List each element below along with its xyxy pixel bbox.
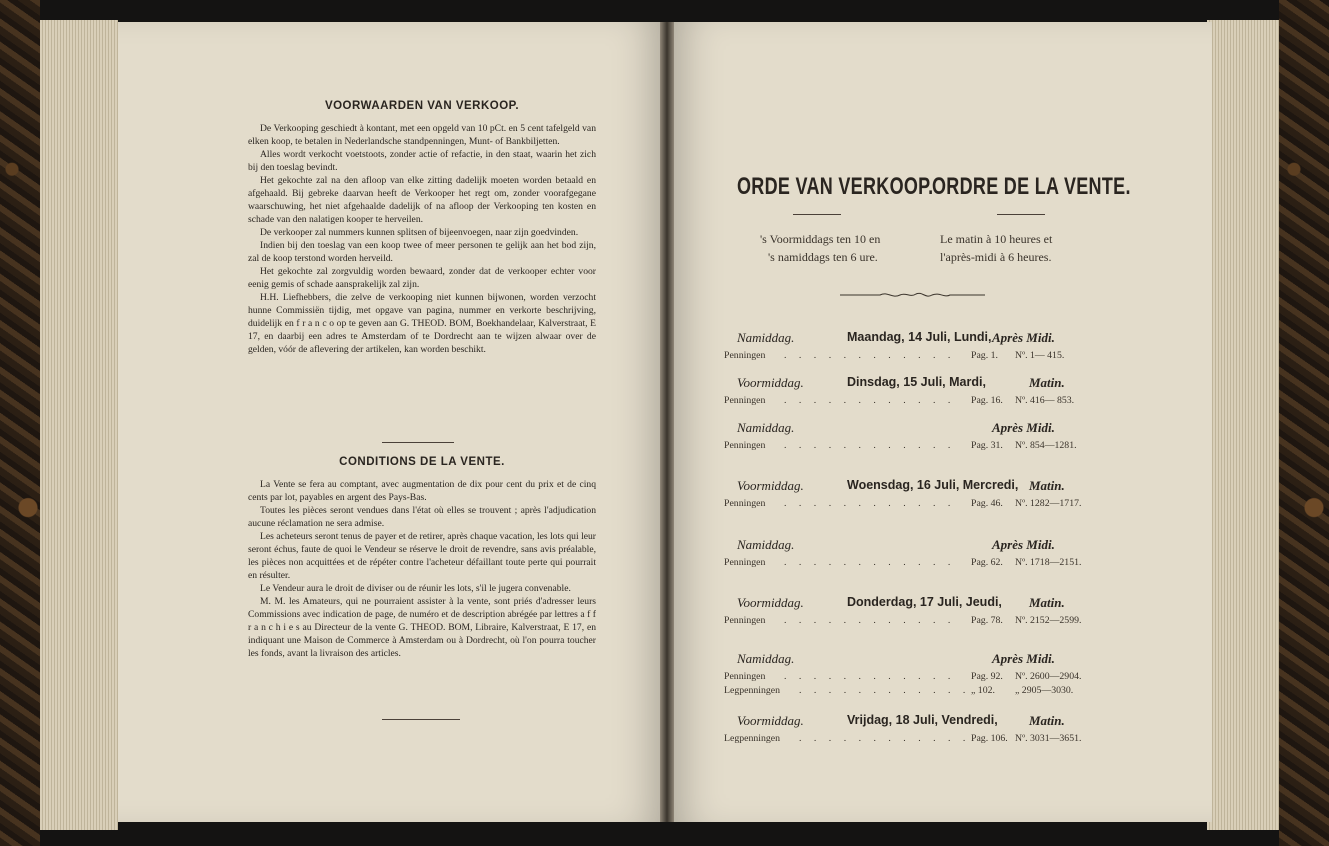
- session-time-fr: Après Midi.: [992, 651, 1055, 666]
- session-time-nl: Voormiddag.: [737, 595, 804, 610]
- page-reference: Pag. 62.: [971, 557, 1003, 568]
- session-time-nl: Voormiddag.: [737, 713, 804, 728]
- session-time-nl: Namiddag.: [737, 330, 795, 345]
- leader-dots: . . . . . . . . . . . .: [784, 498, 956, 509]
- divider: [382, 442, 454, 443]
- schedule-line: [724, 671, 1082, 682]
- conditions-title: CONDITIONS DE LA VENTE.: [339, 456, 505, 468]
- session-time-fr: Après Midi.: [992, 420, 1055, 435]
- session-time-fr: Matin.: [1029, 713, 1065, 728]
- session-date: Dinsdag, 15 Juli, Mardi,: [847, 375, 986, 389]
- leader-dots: . . . . . . . . . . . .: [784, 671, 956, 682]
- divider-bottom: [382, 719, 460, 720]
- lot-range: Nº. 416— 853.: [1015, 395, 1075, 406]
- leader-dots: . . . . . . . . . . . .: [799, 685, 971, 696]
- voorwaarden-title: VOORWAARDEN VAN VERKOOP.: [324, 100, 520, 112]
- paragraph: M. M. les Amateurs, qui ne pourraient assister à la vente, sont priés d'adresser leurs Commissions avec indication de page, de numéro et de description abrégée par lettres a f f r a n c h i e s au Directeur de la vente G. THEOD. BOM, Libraire, Kalverstraat, E 17, en indiquant une Maison de Commerce à Amsterdam ou à Dordrecht, où l'on pourra toucher les fonds, avant la livraison des articles.: [248, 596, 596, 659]
- lot-range: Nº. 854—1281.: [1015, 440, 1077, 451]
- page-reference: Pag. 31.: [971, 440, 1003, 451]
- title-orde-van-verkoop: ORDE VAN VERKOOP.: [737, 172, 934, 200]
- lot-type: Penningen: [724, 557, 766, 568]
- title-rule-right: [997, 214, 1045, 215]
- leader-dots: . . . . . . . . . . . .: [784, 350, 956, 361]
- lot-type: Penningen: [724, 498, 766, 509]
- lot-type: Penningen: [724, 615, 766, 626]
- page-reference: „ 102.: [971, 685, 995, 696]
- page-reference: Pag. 46.: [971, 498, 1003, 509]
- paragraph: De Verkooping geschiedt à kontant, met een opgeld van 10 pCt. en 5 cent tafelgeld van elken koop, te betalen in Nederlandsche standpenningen, Munt- of Bankbiljetten.: [248, 123, 596, 147]
- session-date: Maandag, 14 Juli, Lundi,: [847, 330, 992, 344]
- schedule-line: [724, 685, 1074, 696]
- leader-dots: . . . . . . . . . . . .: [784, 395, 956, 406]
- lot-range: Nº. 1282—1717.: [1015, 498, 1082, 509]
- lot-type: Penningen: [724, 395, 766, 406]
- leader-dots: . . . . . . . . . . . .: [784, 615, 956, 626]
- lot-range: Nº. 1— 415.: [1015, 350, 1065, 361]
- session-time-fr: Après Midi.: [992, 537, 1055, 552]
- paragraph: Het gekochte zal na den afloop van elke zitting dadelijk moeten worden betaald en afgehaald. Bij gebreke daarvan heeft de Verkooper het regt om, zonder voorafgegane waarschuwing, het niet afgehaalde dadelijk of na afloop der Verkooping ten kosten en schade van den nalatigen kooper te herveilen.: [248, 175, 596, 225]
- session-time-nl: Namiddag.: [737, 651, 795, 666]
- session-time-nl: Namiddag.: [737, 537, 795, 552]
- conditions-text: [248, 478, 596, 660]
- page-reference: Pag. 78.: [971, 615, 1003, 626]
- session-time-fr: Matin.: [1029, 478, 1065, 493]
- schedule-line: [724, 498, 1082, 509]
- schedule-line: [724, 615, 1082, 626]
- book-cover-left: [0, 0, 40, 846]
- ornament-flourish: [840, 290, 985, 300]
- lot-range: Nº. 2600—2904.: [1015, 671, 1082, 682]
- session-time-nl: Voormiddag.: [737, 375, 804, 390]
- paragraph: Les acheteurs seront tenus de payer et de retirer, après chaque vacation, les lots qui leur seront échus, faute de quoi le Vendeur se réserve le droit de revendre, sans avis préalable, les pièces non acquittées et de répéter contre l'acheteur défaillant toute perte qui pourrait en résulter.: [248, 531, 596, 581]
- lot-type: Penningen: [724, 671, 766, 682]
- title-rule-left: [793, 214, 841, 215]
- lot-range: „ 2905—3030.: [1015, 685, 1074, 696]
- page-reference: Pag. 92.: [971, 671, 1003, 682]
- paragraph: Indien bij den toeslag van een koop twee of meer personen te gelijk aan het bod zijn, zal de koop terstond worden herveild.: [248, 240, 596, 264]
- lot-type: Legpenningen: [724, 733, 781, 744]
- session-time-fr: Après Midi.: [992, 330, 1055, 345]
- session-time-fr: Matin.: [1029, 595, 1065, 610]
- paragraph: Het gekochte zal zorgvuldig worden bewaard, zonder dat de verkooper echter voor eenig gemis of schade aansprakelijk zal zijn.: [248, 266, 596, 290]
- schedule-line: [724, 395, 1075, 406]
- page-edges-right: [1207, 20, 1279, 830]
- session-date: Donderdag, 17 Juli, Jeudi,: [847, 595, 1002, 609]
- page-reference: Pag. 1.: [971, 350, 998, 361]
- paragraph: La Vente se fera au comptant, avec augmentation de dix pour cent du prix et de cinq cents par lot, payables en argent des Pays-Bas.: [248, 479, 596, 503]
- paragraph: Alles wordt verkocht voetstoots, zonder actie of refactie, in den staat, waarin het zich bij den toeslag bevindt.: [248, 149, 596, 173]
- lot-type: Penningen: [724, 350, 766, 361]
- session-time-nl: Voormiddag.: [737, 478, 804, 493]
- leader-dots: . . . . . . . . . . . .: [799, 733, 971, 744]
- page-reference: Pag. 16.: [971, 395, 1003, 406]
- book-gutter: [660, 22, 674, 822]
- session-time-fr: Matin.: [1029, 375, 1065, 390]
- schedule-line: [724, 733, 1082, 744]
- paragraph: Le Vendeur aura le droit de diviser ou de réunir les lots, s'il le jugera convenable.: [260, 583, 571, 594]
- lot-range: Nº. 3031—3651.: [1015, 733, 1082, 744]
- session-date: Vrijdag, 18 Juli, Vendredi,: [847, 713, 998, 727]
- book-cover-right: [1279, 0, 1329, 846]
- page-edges-left: [40, 20, 118, 830]
- session-date: Woensdag, 16 Juli, Mercredi,: [847, 478, 1019, 492]
- subtitle-fr: Le matin à 10 heures et l'après-midi à 6 heures.: [940, 232, 1053, 264]
- paragraph: De verkooper zal nummers kunnen splitsen of bijeenvoegen, naar zijn goedvinden.: [260, 227, 579, 238]
- session-time-nl: Namiddag.: [737, 420, 795, 435]
- leader-dots: . . . . . . . . . . . .: [784, 440, 956, 451]
- schedule-line: [724, 440, 1077, 451]
- leader-dots: . . . . . . . . . . . .: [784, 557, 956, 568]
- paragraph: H.H. Liefhebbers, die zelve de verkooping niet kunnen bijwonen, worden verzocht hunne Commissiën tijdig, met opgave van pagina, nummer en verkorte beschrijving, duidelijk en f r a n c o op te geven aan G. THEOD. BOM, Boekhandelaar, Kalverstraat, E 17, en daarbij een adres te Amsterdam of te Dordrecht aan te wijzen alwaar over de gelden, vóór de aflevering der artikelen, kan worden beschikt.: [248, 292, 596, 355]
- schedule-line: [724, 557, 1082, 568]
- page-reference: Pag. 106.: [971, 733, 1008, 744]
- paragraph: Toutes les pièces seront vendues dans l'état où elles se trouvent ; après l'adjudication aucune réclamation ne sera admise.: [248, 505, 596, 529]
- subtitle-nl: 's Voormiddags ten 10 en 's namiddags ten 6 ure.: [760, 232, 881, 264]
- lot-type: Legpenningen: [724, 685, 781, 696]
- title-ordre-de-la-vente: ORDRE DE LA VENTE.: [932, 172, 1131, 200]
- schedule-line: [724, 350, 1065, 361]
- lot-range: Nº. 1718—2151.: [1015, 557, 1082, 568]
- voorwaarden-text: [248, 122, 596, 356]
- lot-type: Penningen: [724, 440, 766, 451]
- lot-range: Nº. 2152—2599.: [1015, 615, 1082, 626]
